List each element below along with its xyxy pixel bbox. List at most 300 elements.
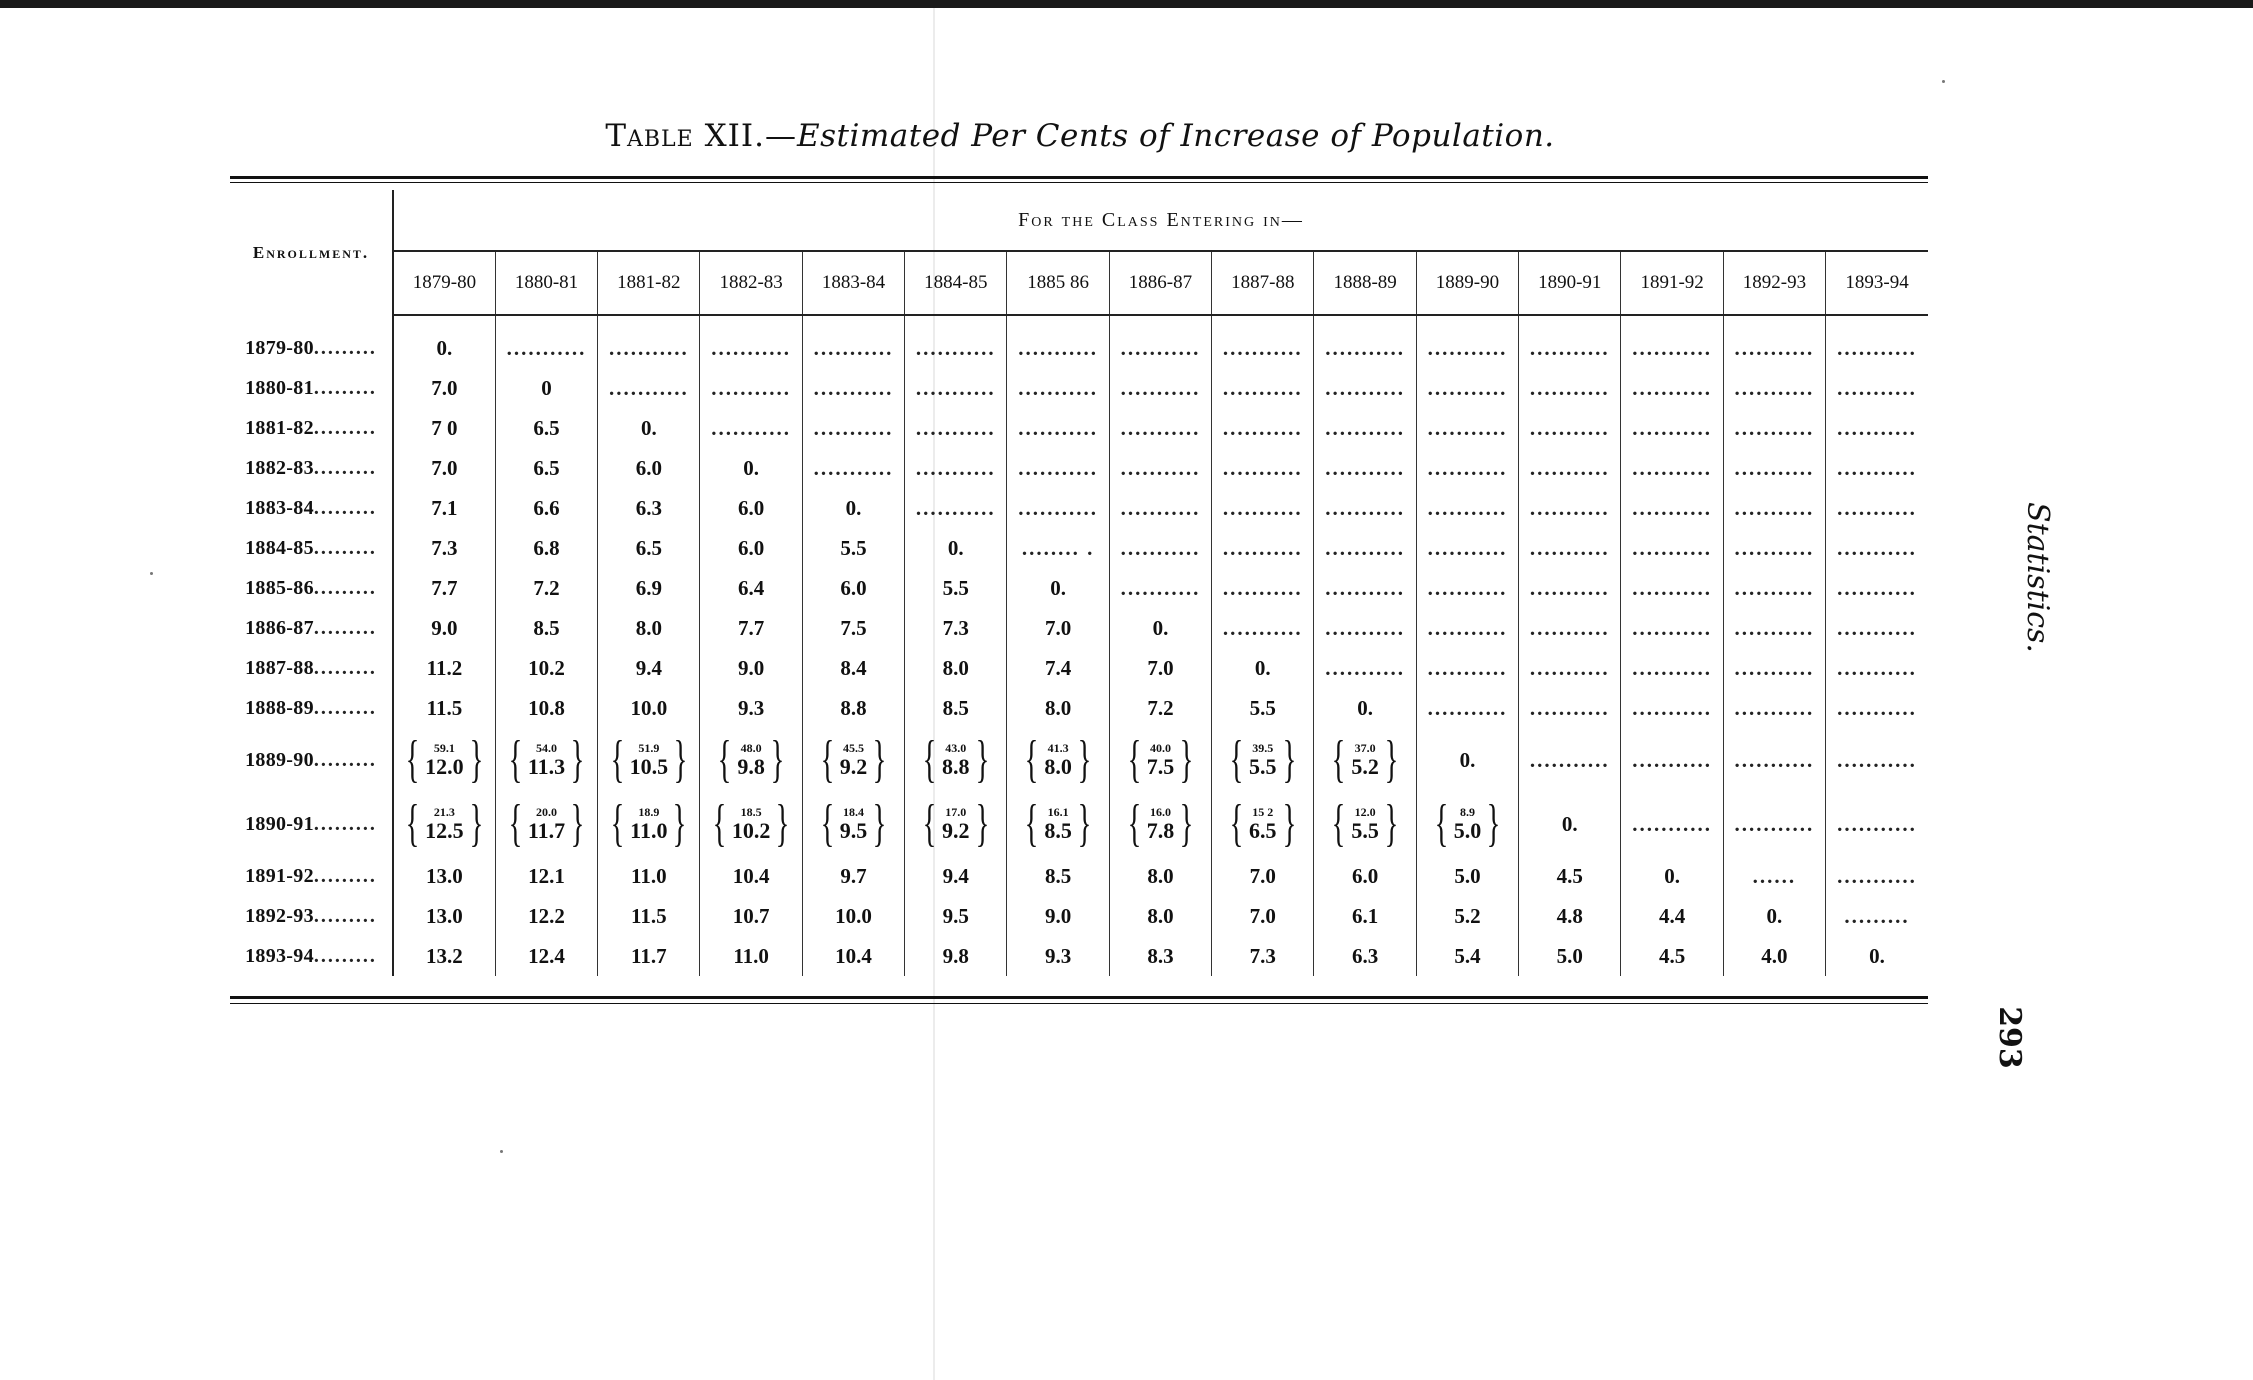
column-header: 1881-82: [598, 251, 700, 315]
dot-leader: .........: [313, 812, 377, 835]
bracketed-cell: [1314, 728, 1416, 792]
empty-cell-leader: ...........: [1519, 408, 1621, 448]
bracketed-cell: [700, 728, 802, 792]
empty-cell-leader: ...........: [1007, 328, 1109, 368]
spacer-row: [230, 315, 1928, 328]
spacer-cell: [1519, 315, 1621, 328]
empty-cell-leader: ...........: [802, 368, 904, 408]
percent-value: 12.5: [425, 818, 464, 843]
bracketed-cell: [1212, 728, 1314, 792]
dot-leader: .........: [313, 576, 377, 599]
bracketed-cell: [598, 728, 700, 792]
percent-cell: 10.2: [495, 648, 597, 688]
percent-cell: 7.7: [393, 568, 495, 608]
empty-cell-leader: ...........: [1212, 408, 1314, 448]
percent-cell: 6.8: [495, 528, 597, 568]
table-row: [230, 448, 1928, 488]
left-brace: {: [1229, 731, 1244, 788]
empty-cell-leader: ...........: [905, 328, 1007, 368]
percent-cell: 4.8: [1519, 896, 1621, 936]
right-brace: }: [1179, 795, 1194, 852]
brace-group: [1326, 795, 1403, 852]
left-brace: {: [405, 795, 420, 852]
percent-cell: 11.2: [393, 648, 495, 688]
empty-cell-leader: ...........: [1723, 688, 1825, 728]
percent-value: 5.5: [1351, 818, 1379, 843]
row-label: [230, 448, 393, 488]
brace-group: [400, 731, 488, 788]
percent-cell: 9.7: [802, 856, 904, 896]
empty-cell-leader: ...........: [1621, 648, 1723, 688]
left-brace: {: [1127, 795, 1142, 852]
spacer-cell: [1007, 315, 1109, 328]
row-label: [230, 792, 393, 856]
empty-cell-leader: ...........: [1621, 528, 1723, 568]
empty-cell-leader: ...........: [1416, 648, 1518, 688]
cumulative-value: 41.3: [1047, 741, 1069, 755]
row-year: 1887-88: [245, 656, 314, 679]
percent-cell: 10.4: [700, 856, 802, 896]
empty-cell-leader: ...........: [1109, 368, 1211, 408]
bracketed-cell: [1416, 792, 1518, 856]
brace-group: [917, 795, 994, 852]
right-brace: }: [570, 731, 585, 788]
percent-cell: 5.5: [802, 528, 904, 568]
percent-value: 7.8: [1146, 818, 1175, 843]
percent-cell: 10.4: [802, 936, 904, 976]
spacer-cell: [1826, 315, 1928, 328]
empty-cell-leader: ...........: [1519, 688, 1621, 728]
percent-cell: 0.: [1212, 648, 1314, 688]
value-stack: [1044, 742, 1072, 778]
brace-group: [1019, 731, 1096, 788]
empty-cell-leader: ...........: [1826, 528, 1928, 568]
column-header: 1889-90: [1416, 251, 1518, 315]
brace-group: [1019, 795, 1096, 852]
empty-cell-leader: ...........: [1314, 408, 1416, 448]
row-label: [230, 328, 393, 368]
spacer-cell: [230, 315, 393, 328]
spacer-cell: [905, 315, 1007, 328]
spacer-cell: [1621, 315, 1723, 328]
percent-cell: 0.: [1007, 568, 1109, 608]
percent-cell: 7.0: [1212, 856, 1314, 896]
row-label: [230, 568, 393, 608]
percent-cell: 7.3: [905, 608, 1007, 648]
empty-cell-leader: ...........: [1314, 568, 1416, 608]
empty-cell-leader: ...........: [1212, 368, 1314, 408]
percent-cell: 8.0: [905, 648, 1007, 688]
column-header: 1892-93: [1723, 251, 1825, 315]
empty-cell-leader: ...........: [905, 488, 1007, 528]
bracketed-cell: [905, 728, 1007, 792]
right-brace: }: [1486, 795, 1501, 852]
left-brace: {: [405, 731, 420, 788]
empty-cell-leader: ...........: [1416, 448, 1518, 488]
empty-cell-leader: ...........: [1416, 528, 1518, 568]
left-brace: {: [820, 731, 835, 788]
bracketed-cell: [1109, 728, 1211, 792]
empty-cell-leader: ...........: [1519, 568, 1621, 608]
bracketed-cell: [1314, 792, 1416, 856]
percent-cell: 7.3: [1212, 936, 1314, 976]
empty-cell-leader: ...........: [1723, 648, 1825, 688]
brace-group: [1429, 795, 1506, 852]
top-rule-thin: [230, 182, 1928, 183]
percent-cell: 13.2: [393, 936, 495, 976]
empty-cell-leader: ...........: [1314, 488, 1416, 528]
empty-cell-leader: ...........: [1109, 528, 1211, 568]
percent-value: 5.5: [1249, 754, 1277, 779]
cumulative-value: 18.5: [740, 805, 762, 819]
empty-cell-leader: ...........: [1007, 448, 1109, 488]
percent-cell: 9.3: [1007, 936, 1109, 976]
empty-cell-leader: ...........: [1621, 568, 1723, 608]
empty-cell-leader: ...........: [1621, 792, 1723, 856]
right-brace: }: [776, 795, 790, 852]
empty-cell-leader: ...........: [1212, 528, 1314, 568]
percent-value: 11.7: [527, 818, 566, 843]
dot-leader: .........: [313, 416, 377, 439]
empty-cell-leader: ...........: [1621, 328, 1723, 368]
empty-cell-leader: ...........: [1621, 728, 1723, 792]
empty-cell-leader: ...........: [1416, 408, 1518, 448]
row-label: [230, 408, 393, 448]
brace-group: [1224, 731, 1301, 788]
brace-group: [712, 731, 789, 788]
percent-cell: 7.0: [1109, 648, 1211, 688]
right-brace: }: [1179, 731, 1194, 788]
empty-cell-leader: ...........: [700, 328, 802, 368]
row-year: 1880-81: [245, 376, 314, 399]
left-brace: {: [1025, 731, 1039, 788]
percent-cell: 6.5: [495, 408, 597, 448]
empty-cell-leader: ...........: [1826, 368, 1928, 408]
percent-cell: 6.5: [598, 528, 700, 568]
bracketed-cell: [1007, 728, 1109, 792]
percent-cell: 8.5: [495, 608, 597, 648]
row-label: [230, 688, 393, 728]
value-stack: [840, 742, 868, 778]
right-brace: }: [1384, 795, 1399, 852]
cumulative-value: 16.0: [1149, 805, 1171, 819]
dot-leader: .........: [313, 656, 377, 679]
cumulative-value: 37.0: [1354, 741, 1376, 755]
percent-cell: 7.1: [393, 488, 495, 528]
empty-cell-leader: ...........: [1723, 368, 1825, 408]
dot-leader: .........: [313, 336, 377, 359]
column-header: 1891-92: [1621, 251, 1723, 315]
cumulative-value: 54.0: [535, 741, 557, 755]
empty-cell-leader: ...........: [1212, 608, 1314, 648]
empty-cell-leader: ...........: [1314, 448, 1416, 488]
right-brace: }: [975, 731, 989, 788]
percent-cell: 6.0: [598, 448, 700, 488]
empty-cell-leader: ...........: [1416, 688, 1518, 728]
empty-cell-leader: ...........: [1314, 608, 1416, 648]
empty-cell-leader: ...........: [1314, 328, 1416, 368]
empty-cell-leader: ...........: [1109, 488, 1211, 528]
bracketed-cell: [495, 792, 597, 856]
spacer-cell: [1212, 315, 1314, 328]
percent-cell: 0.: [1723, 896, 1825, 936]
percent-cell: 5.4: [1416, 936, 1518, 976]
left-brace: {: [610, 795, 625, 852]
percent-cell: 9.5: [905, 896, 1007, 936]
empty-cell-leader: ...........: [802, 408, 904, 448]
value-stack: [1351, 806, 1379, 842]
spacer-cell: [495, 315, 597, 328]
brace-group: [815, 795, 892, 852]
table-row: [230, 936, 1928, 976]
percent-cell: 8.0: [1007, 688, 1109, 728]
percent-cell: 6.5: [495, 448, 597, 488]
left-brace: {: [1332, 731, 1346, 788]
bracketed-cell: [1109, 792, 1211, 856]
table-row: [230, 728, 1928, 792]
left-brace: {: [1434, 795, 1449, 852]
dot-leader: .........: [313, 616, 377, 639]
percent-value: 8.5: [1044, 818, 1072, 843]
dot-leader: .........: [313, 456, 377, 479]
percent-value: 9.5: [839, 818, 868, 843]
percent-cell: 7.3: [393, 528, 495, 568]
percent-cell: 5.5: [1212, 688, 1314, 728]
empty-cell-leader: ...........: [1416, 368, 1518, 408]
dot-leader: .........: [313, 864, 377, 887]
cumulative-value: 15 2: [1252, 805, 1274, 819]
empty-cell-leader: ...........: [1212, 488, 1314, 528]
percent-cell: 7.7: [700, 608, 802, 648]
percent-value: 8.0: [1044, 754, 1072, 779]
column-header: 1886-87: [1109, 251, 1211, 315]
empty-cell-leader: ...........: [1621, 408, 1723, 448]
empty-cell-leader: ...........: [1519, 528, 1621, 568]
empty-cell-leader: ...........: [1826, 728, 1928, 792]
dot-leader: .........: [313, 696, 377, 719]
value-stack: [528, 742, 565, 778]
percent-cell: 0.: [1109, 608, 1211, 648]
row-year: 1882-83: [245, 456, 314, 479]
left-brace: {: [508, 795, 523, 852]
percent-cell: 4.4: [1621, 896, 1723, 936]
empty-cell-leader: ...........: [1723, 448, 1825, 488]
dot-leader: .........: [313, 748, 377, 771]
empty-cell-leader: .........: [1826, 896, 1928, 936]
percent-cell: 0.: [802, 488, 904, 528]
percent-cell: 7.0: [1212, 896, 1314, 936]
left-brace: {: [1332, 795, 1346, 852]
percent-cell: 6.3: [598, 488, 700, 528]
right-brace: }: [1384, 731, 1399, 788]
percent-value: 9.2: [942, 818, 970, 843]
cumulative-value: 12.0: [1354, 805, 1376, 819]
empty-cell-leader: ...........: [1314, 528, 1416, 568]
left-brace: {: [508, 731, 523, 788]
left-brace: {: [1127, 731, 1142, 788]
column-header: 1882-83: [700, 251, 802, 315]
percent-cell: 9.4: [598, 648, 700, 688]
bracketed-cell: [905, 792, 1007, 856]
percent-cell: 12.4: [495, 936, 597, 976]
spacer-cell: [393, 315, 495, 328]
value-stack: [1454, 806, 1482, 842]
column-header: 1885 86: [1007, 251, 1109, 315]
column-header: 1884-85: [905, 251, 1007, 315]
percent-cell: 6.6: [495, 488, 597, 528]
scan-top-edge: [0, 0, 2253, 8]
bracketed-cell: [393, 792, 495, 856]
dot-leader: .........: [313, 536, 377, 559]
empty-cell-leader: ...........: [1109, 448, 1211, 488]
column-header: 1893-94: [1826, 251, 1928, 315]
spacer-cell: [1314, 315, 1416, 328]
empty-cell-leader: ...........: [1826, 648, 1928, 688]
table-number: Table XII.—: [605, 118, 797, 154]
empty-cell-leader: ...........: [1621, 608, 1723, 648]
value-stack: [528, 806, 565, 842]
table-row: [230, 408, 1928, 448]
table-row: [230, 896, 1928, 936]
empty-cell-leader: ...........: [1826, 688, 1928, 728]
right-brace: }: [1282, 795, 1296, 852]
bracketed-cell: [1212, 792, 1314, 856]
empty-cell-leader: ...........: [1109, 328, 1211, 368]
table-row: [230, 792, 1928, 856]
empty-cell-leader: ...........: [1723, 568, 1825, 608]
cumulative-value: 18.4: [842, 805, 864, 819]
percent-cell: 5.2: [1416, 896, 1518, 936]
cumulative-value: 43.0: [945, 741, 967, 755]
percent-cell: 11.0: [700, 936, 802, 976]
percent-cell: 10.7: [700, 896, 802, 936]
percent-cell: 0: [495, 368, 597, 408]
percent-cell: 0.: [393, 328, 495, 368]
class-entering-header: For the Class Entering in—: [1018, 208, 1304, 231]
empty-cell-leader: ...........: [1621, 448, 1723, 488]
brace-group: [707, 795, 795, 852]
cumulative-value: 8.9: [1459, 805, 1475, 819]
row-year: 1881-82: [245, 416, 314, 439]
column-header: 1887-88: [1212, 251, 1314, 315]
percent-value: 5.0: [1453, 818, 1482, 843]
cumulative-value: 45.5: [842, 741, 864, 755]
percent-cell: 8.0: [1109, 856, 1211, 896]
empty-cell-leader: ...........: [1723, 608, 1825, 648]
percent-cell: 8.8: [802, 688, 904, 728]
percent-cell: 9.3: [700, 688, 802, 728]
percent-cell: 7.0: [393, 368, 495, 408]
empty-cell-leader: ...........: [802, 448, 904, 488]
table-title: [230, 118, 1930, 154]
percent-cell: 5.0: [1519, 936, 1621, 976]
table-body: [230, 315, 1928, 976]
cumulative-value: 21.3: [433, 805, 455, 819]
percent-cell: 7.0: [393, 448, 495, 488]
right-brace: }: [469, 731, 484, 788]
percent-value: 7.5: [1146, 754, 1175, 779]
percent-value: 11.0: [630, 818, 668, 843]
spacer-cell: [700, 315, 802, 328]
percent-cell: 11.7: [598, 936, 700, 976]
empty-cell-leader: ...........: [1826, 488, 1928, 528]
value-stack: [425, 742, 464, 778]
scan-speck: [1942, 80, 1945, 83]
empty-cell-leader: ...........: [1723, 528, 1825, 568]
empty-cell-leader: ...........: [1723, 488, 1825, 528]
value-stack: [1249, 806, 1277, 842]
empty-cell-leader: ...........: [1416, 568, 1518, 608]
empty-cell-leader: ...........: [905, 408, 1007, 448]
row-year: 1879-80: [245, 336, 314, 359]
percent-value: 12.0: [425, 754, 464, 779]
bottom-rule-thick: [230, 996, 1928, 999]
percent-cell: 0.: [1826, 936, 1928, 976]
right-brace: }: [1077, 795, 1092, 852]
empty-cell-leader: ......: [1723, 856, 1825, 896]
empty-cell-leader: ...........: [1212, 568, 1314, 608]
percent-cell: 0.: [1621, 856, 1723, 896]
right-brace: }: [673, 731, 688, 788]
percent-cell: 9.0: [700, 648, 802, 688]
left-brace: {: [1025, 795, 1039, 852]
cumulative-value: 20.0: [535, 805, 557, 819]
row-year: 1893-94: [245, 944, 314, 967]
brace-group: [1224, 795, 1301, 852]
spacer-cell: [598, 315, 700, 328]
cumulative-value: 59.1: [433, 741, 455, 755]
empty-cell-leader: ...........: [802, 328, 904, 368]
percent-cell: 7.4: [1007, 648, 1109, 688]
percent-cell: 8.5: [1007, 856, 1109, 896]
percent-cell: 4.5: [1621, 936, 1723, 976]
percent-cell: 7.2: [1109, 688, 1211, 728]
row-label: [230, 528, 393, 568]
empty-cell-leader: ...........: [1519, 648, 1621, 688]
value-stack: [840, 806, 868, 842]
brace-group: [605, 795, 692, 852]
percent-cell: 7.2: [495, 568, 597, 608]
percent-cell: 10.0: [802, 896, 904, 936]
running-head: Statistics.: [2019, 502, 2055, 653]
empty-cell-leader: ...........: [1212, 328, 1314, 368]
spacer-cell: [802, 315, 904, 328]
empty-cell-leader: ...........: [1212, 448, 1314, 488]
brace-group: [503, 731, 590, 788]
left-brace: {: [610, 731, 624, 788]
spacer-cell: [1723, 315, 1825, 328]
percent-cell: 6.3: [1314, 936, 1416, 976]
bracketed-cell: [495, 728, 597, 792]
empty-cell-leader: ...........: [700, 408, 802, 448]
empty-cell-leader: ...........: [1826, 408, 1928, 448]
percent-cell: 6.1: [1314, 896, 1416, 936]
row-label: [230, 896, 393, 936]
left-brace: {: [922, 731, 937, 788]
percent-cell: 6.0: [700, 528, 802, 568]
table-row: [230, 648, 1928, 688]
value-stack: [630, 806, 667, 842]
percent-cell: 11.5: [598, 896, 700, 936]
percent-cell: 4.0: [1723, 936, 1825, 976]
table-row: [230, 608, 1928, 648]
value-stack: [1249, 742, 1277, 778]
percent-value: 9.8: [737, 754, 765, 779]
value-stack: [1044, 806, 1072, 842]
empty-cell-leader: ...........: [598, 328, 700, 368]
percent-cell: 13.0: [393, 896, 495, 936]
empty-cell-leader: ...........: [1723, 792, 1825, 856]
